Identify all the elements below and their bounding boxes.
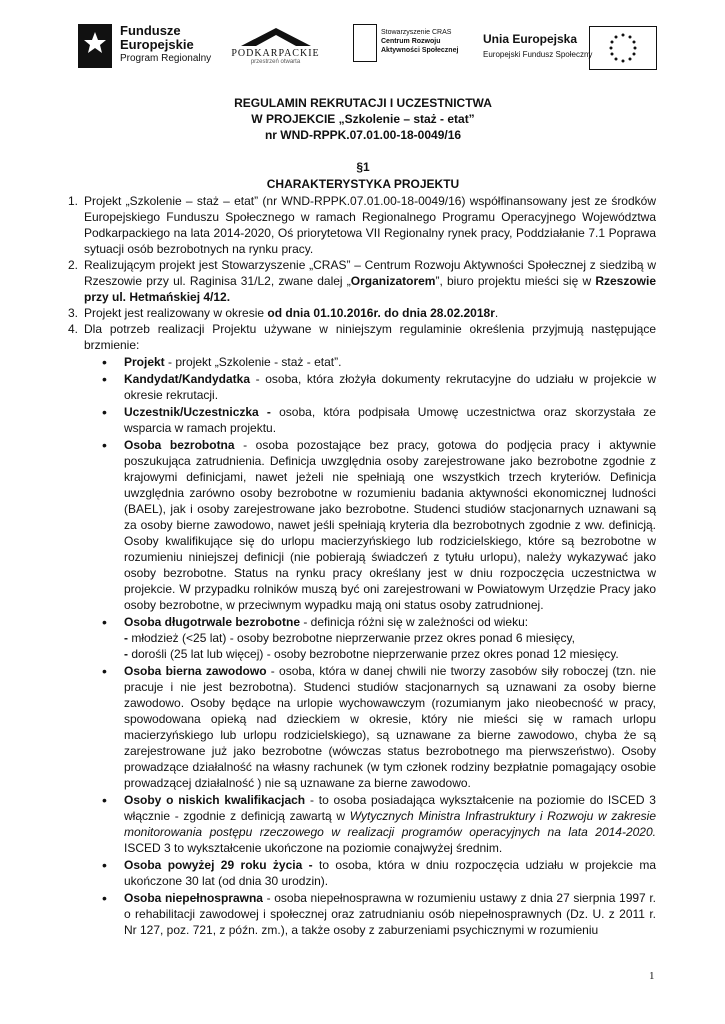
definition-item (96, 663, 656, 791)
definition-item (96, 371, 656, 403)
fe-line2: Europejskie (120, 37, 194, 52)
item-text: Dla potrzeb realizacji Projektu używane w niniejszym regulaminie określenia przyjmują następujące brzmienie: (84, 322, 656, 352)
definition-text: - projekt „Szkolenie - staż - etat”. (164, 355, 342, 369)
definition-text: - osoba niepełnosprawna w rozumieniu ustawy z dnia 27 sierpnia 1997 r. o rehabilitacji zawodowej i społecznej oraz zatrudnianiu osób niepełnosprawnych (Dz. U. z 2011 r. Nr 127, poz. 721, z późn. zm.), a także osoby z zaburzeniami psychicznymi w rozumieniu (124, 891, 657, 937)
definition-item (96, 614, 656, 662)
item-number: 3. (67, 306, 78, 320)
definition-item (96, 437, 656, 613)
definition-subitem: dorośli (25 lat lub więcej) - osoby bezrobotne nieprzerwanie przez okres ponad 12 miesięcy. (128, 647, 619, 661)
item-text: Projekt „Szkolenie – staż – etat” (nr WND-RPPK.07.01.00-18-0049/16) współfinansowany jest ze środków Europejskiego Funduszu Społecznego w ramach Regionalnego Programu Operacyjnego Województwa Podkarpackiego na lata 2014-2020, Oś priorytetowa VII Regionalny rynek pracy, Poddziałanie 7.1 Poprawa sytuacji osób bezrobotnych na rynku pracy. (84, 194, 656, 256)
section-name: CHARAKTERYSTYKA PROJEKTU (266, 177, 460, 191)
definition-text: - osoba, która złożyła dokumenty rekrutacyjne do udziału w projekcie w okresie rekrutacji. (124, 372, 656, 402)
definition-text: - osoba pozostające bez pracy, gotowa do podjęcia pracy i aktywnie poszukująca zatrudnienia. Definicja uwzględnia osoby zarejestrowane jako bezrobotne zgodnie z krajowymi definicjami, nawet jeżeli nie spełniają one wszystkich trzech kryteriów. Definicja uwzględnia zarówno osoby bezrobotne w rozumieniu badania aktywności ekonomicznej ludności (BAEL), jak i osoby zarejestrowane jako bezrobotne. Studenci studiów stacjonarnych uznawani są za osoby bierne zawodowo, nawet jeśli spełniają kryteria dla bezrobotnych zgodnie z ww. definicją. Osoby kwalifikujące się do urlopu macierzyńskiego lub rodzicielskiego, które są bezrobotne w rozumieniu niniejszej definicji (nie pobierają świadczeń z tytułu urlopu), należy wykazywać jako osoby bezrobotne. Status na rynku pracy określany jest w dniu rozpoczęcia uczestnictwa w projekcie. W przypadku rolników muszą być oni zarejestrowani w Powiatowym Urzędzie Pracy jako osoby bezrobotne, w przeciwnym wypadku mają oni status osoby zatrudnionej. (124, 438, 656, 612)
fe-line3: Program Regionalny (120, 53, 212, 64)
cras-text (381, 28, 458, 55)
fe-star-icon (78, 24, 112, 68)
list-item (67, 193, 656, 257)
fe-line1: Fundusze (120, 23, 181, 38)
definition-term: Projekt (124, 355, 165, 369)
definition-term: Kandydat/Kandydatka (124, 372, 251, 386)
list-item (67, 257, 657, 305)
title-line2: W PROJEKCIE „Szkolenie – staż - etat” (251, 112, 475, 126)
definition-text: ISCED 3 to wykształcenie ukończone na poziomie conajwyżej średnim. (124, 841, 503, 855)
title-line1: REGULAMIN REKRUTACJI I UCZESTNICTWA (234, 96, 492, 110)
definition-text: - to osoba posiadająca wykształcenie na poziomie do ISCED 3 włącznie - zgodnie z definicją zawartą w (124, 793, 656, 823)
cras-line2: Centrum Rozwoju (381, 38, 441, 45)
definition-item (96, 354, 656, 370)
section-number: §1 (356, 160, 370, 174)
item-text: ”, biuro projektu mieści się w (435, 274, 596, 288)
definitions-list (84, 354, 656, 938)
definition-term: Osoba długotrwale bezrobotne (124, 615, 301, 629)
definition-text-italic: Wytycznych Ministra Infrastruktury i Rozwoju w zakresie monitorowania postępu rzeczowego w realizacji programów operacyjnych na lata 2014-2020. (124, 809, 656, 839)
document-body (67, 95, 657, 938)
definition-item (96, 890, 656, 938)
item-text: Realizującym projekt jest Stowarzyszenie „CRAS” – Centrum Rozwoju Aktywności Społecznej z siedzibą w Rzeszowie przy ul. Raginisa 31/L2, zwane dalej „ (84, 258, 656, 288)
definition-text: to osoba, która w dniu rozpoczęcia udziału w projekcie ma ukończone 30 lat (od dnia 30 urodzin). (124, 858, 657, 888)
project-characteristics-list (67, 193, 657, 938)
eu-flag-icon (589, 26, 657, 70)
section-heading (70, 159, 656, 193)
list-item (67, 305, 656, 321)
podk-name: PODKARPACKIE (231, 48, 320, 59)
definition-term: Osoba bezrobotna (124, 438, 235, 452)
definition-subitem: młodzież (<25 lat) - osoby bezrobotne nieprzerwanie przez okres ponad 6 miesięcy, (128, 631, 575, 645)
item-number: 2. (67, 258, 78, 272)
podkarpackie-mark-icon (236, 26, 316, 48)
item-number: 1. (67, 194, 78, 208)
definition-item (96, 404, 656, 436)
header-logos (78, 22, 658, 82)
definition-text: osoba, która podpisała Umowę uczestnictwa oraz skorzystała ze wsparcia w ramach projektu. (124, 405, 656, 435)
podkarpackie-logo (228, 26, 323, 65)
item-text-bold: Organizatorem (350, 274, 436, 288)
item-text-bold: od dnia 01.10.2016r. do dnia 28.02.2018r (267, 306, 495, 320)
definition-text: - definicja różni się w zależności od wieku: (300, 615, 529, 629)
cras-mark-icon (353, 24, 377, 62)
fundusze-europejskie-logo (78, 22, 218, 72)
cras-line3: Aktywności Społecznej (381, 47, 459, 54)
podk-tag: przestrzeń otwarta (250, 59, 301, 65)
title-line3: nr WND-RPPK.07.01.00-18-0049/16 (264, 128, 462, 142)
definition-term: Uczestnik/Uczestniczka - (124, 405, 271, 419)
definition-term: Osoba powyżej 29 roku życia - (124, 858, 313, 872)
definition-text: - osoba, która w danej chwili nie tworzy zasobów siły roboczej (tzn. nie pracuje i nie jest bezrobotna). Studenci studiów stacjonarnych są uznawani za osoby bierne zawodowo. Osoby będące na urlopie wychowawczym (rozumianym jako nieobecność w pracy, spowodowana opieką nad dzieckiem w okresie, który nie mieści się w ramach urlopu macierzyńskiego lub urlopu rodzicielskiego), są uznawane za bierne zawodowo, chyba że są zarejestrowane już jako bezrobotne (wówczas status bezrobotnego ma pierwszeństwo). Osoby prowadzące działalność na własny rachunek (w tym członek rodziny bezpłatnie pomagający osobie prowadzącej działalność ) nie są uznawane za bierne zawodowo. (124, 664, 656, 790)
item-text-bold: Rzeszowie przy ul. Hetmańskiej 4/12. (84, 274, 657, 304)
definition-term: Osoba niepełnosprawna (124, 891, 263, 905)
definition-term: Osoba bierna zawodowo (124, 664, 267, 678)
page-number: 1 (649, 970, 655, 982)
document-title (70, 95, 656, 143)
definition-term: Osoby o niskich kwalifikacjach (124, 793, 306, 807)
list-item (67, 321, 657, 938)
ue-line1: Unia Europejska (483, 32, 578, 46)
item-number: 4. (67, 322, 78, 336)
item-text: Projekt jest realizowany w okresie (84, 306, 268, 320)
cras-line1: Stowarzyszenie CRAS (381, 29, 452, 36)
item-text: . (494, 306, 499, 320)
dash-bullet: - (124, 647, 128, 661)
fe-logo-text (120, 24, 211, 66)
ue-line2: Europejski Fundusz Społeczny (483, 50, 593, 59)
definition-item (96, 792, 656, 856)
dash-bullet: - (124, 631, 128, 645)
definition-item (96, 857, 656, 889)
